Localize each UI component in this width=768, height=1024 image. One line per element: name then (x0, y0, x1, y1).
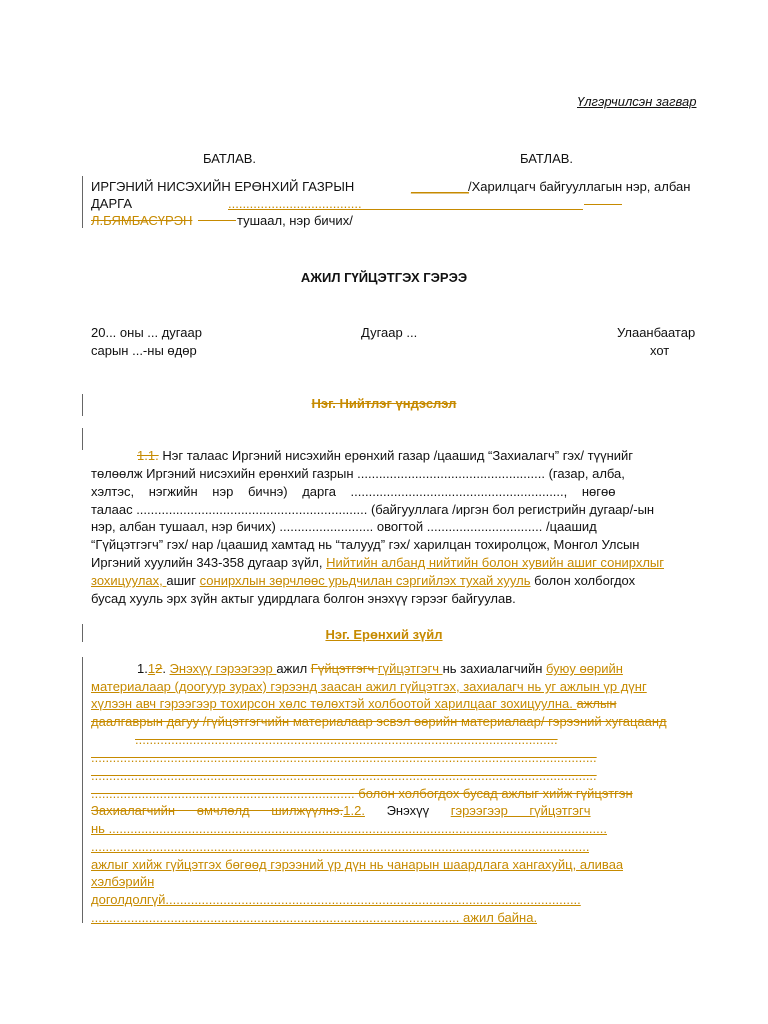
template-label: Үлгэрчилсэн загвар (577, 94, 697, 109)
para2-l9-del: Захиалагчийн өмчлөлд шилжүүлнэ. (91, 803, 344, 818)
para1-line7 (91, 554, 664, 572)
approve-left-line1: ИРГЭНИЙ НИСЭХИЙН ЕРӨНХИЙ ГАЗРЫН (91, 179, 355, 194)
para2-line2: материалаар (доогуур зурах) гэрээнд заасан ажил гүйцэтгэх, захиалагч нь уг ажлын үр дүнг (91, 679, 647, 694)
para2-number: 1. (137, 661, 148, 676)
para1-line6: “Гүйцэтгэгч” гэх/ нар /цаашид хамтад нь “талууд” гэх/ харилцан тохиролцож, Монгол Улсын (91, 537, 640, 552)
para1-line8-text2: болон холбогдох (530, 573, 636, 588)
city-line1: Улаанбаатар (617, 325, 696, 340)
approve-right-underline (228, 209, 583, 210)
para2-line1: 1.12. Энэхүү гэрээгээр ажил Гүйцэтгэгч гүйцэтгэгч нь захиалагчийн буюу өөрийн (137, 661, 623, 676)
para1-line7-text: Иргэний хуулийн 343-358 дугаар зүйл, (91, 555, 327, 570)
para2-line3 (91, 695, 617, 713)
para2-l15-dots: ...................................................................................................... (91, 910, 460, 925)
change-bar (82, 428, 83, 450)
para2-line7: ............................................................................................................................................ (91, 768, 597, 783)
date-line2: сарын ...-ны өдөр (91, 343, 197, 358)
para2-line12: ажлыг хийж гүйцэтгэх бөгөөд гэрээний үр дүн нь чанарын шаардлага хангахуйц, аливаа (91, 857, 624, 872)
para1-line5: нэр, албан тушаал, нэр бичих) .......................... овогтой ................................ /цаашид (91, 519, 597, 534)
para1-line2: төлөөлж Иргэний нисэхийн ерөнхий газрын .................................................... (газар, алба, (91, 466, 625, 481)
para2-line8 (91, 785, 633, 803)
approve-right-line3: тушаал, нэр бичих/ (237, 213, 353, 228)
change-bar (82, 657, 83, 923)
para2-l8-text: болон холбогдох бусад ажлыг хийж гүйцэтгэн (354, 786, 633, 801)
para2-line13: хэлбэрийн (91, 874, 155, 889)
para1-line8-text: ашиг (166, 573, 200, 588)
approve-right-label: БАТЛАВ. (520, 151, 574, 166)
para2-l3-del: ажлын (576, 696, 617, 711)
para2-l1-del: Гүйцэтгэгч (310, 661, 378, 676)
change-bar (82, 176, 83, 228)
para2-line5: ..................................................................................................................... (135, 732, 558, 747)
para1-line8-inserted2: сонирхлын зөрчлөөс урьдчилан сэргийлэх тухай хууль (199, 573, 531, 588)
para2-number-deleted: 2 (155, 661, 163, 676)
para1-line4: талаас ................................................................ (байгууллага /иргэн бол регистрийн дугаар/-ын (91, 502, 655, 517)
para2-line9 (91, 802, 591, 820)
city-line2: хот (650, 343, 670, 358)
para2-l3-ins: хүлээн авч гэрээгээр тохирсон хөлс төлөхтэй холбоотой харилцааг зохицуулна. (91, 696, 577, 711)
deleted-underline-gap (198, 220, 236, 221)
para2-l9-ins2: гэрээгээр гүйцэтгэгч (450, 803, 591, 818)
para2-l9-text: Энэхүү (386, 803, 430, 818)
para2-l1-ins: Энэхүү гэрээгээр (169, 661, 277, 676)
contract-number: Дугаар ... (361, 325, 418, 340)
approve-left-deleted-name: Л.БЯМБАСҮРЭН (91, 213, 193, 228)
para1-line1 (137, 447, 704, 465)
para2-line6: ............................................................................................................................................ (91, 750, 597, 765)
para2-l8-dots: ......................................................................... (91, 786, 355, 801)
para1-line8 (91, 572, 635, 590)
approve-right-underline-end (584, 204, 622, 205)
para2-l1-b: нь захиалагчийн (442, 661, 546, 676)
approve-right-blank: ________ (411, 179, 469, 194)
para1-line7-inserted: Нийтийн албанд нийтийн болон хувийн ашиг сонирхлыг (326, 555, 665, 570)
section-heading-overview: Нэг. Ерөнхий зүйл (325, 627, 443, 642)
para1-line1-text: Нэг талаас Иргэний нисэхийн ерөнхий газар /цаашид “Захиалагч” гэх/ түүнийг (162, 448, 634, 463)
para1-line8-inserted: зохицуулах, (91, 573, 167, 588)
para2-line15 (91, 909, 537, 927)
approve-right-dots: ..................................... (228, 196, 362, 211)
date-line1: 20... оны ... дугаар (91, 325, 202, 340)
para2-line4: даалгаврын дагуу /гүйцэтгэгчийн материалаар эсвэл өөрийн материалаар/ гэрээний хугацаанд (91, 714, 667, 729)
para2-l1-ins3: буюу өөрийн (546, 661, 623, 676)
para2-l1-a: ажил (276, 661, 311, 676)
para2-number-inserted: 1 (147, 661, 156, 676)
section-heading-general: Нэг. Нийтлэг үндэслэл (311, 396, 457, 411)
para2-line11: .......................................................................................................................................... (91, 839, 590, 854)
para1-line9: бусад хууль эрх зүйн актыг удирдлага болгон энэхүү гэрээг байгуулав. (91, 591, 516, 606)
para1-number-deleted: 1.1. (137, 448, 159, 463)
approve-right-line1: /Харилцагч байгууллагын нэр, албан (468, 179, 691, 194)
para2-line14: доголдолгүй................................................................................................................... (91, 892, 581, 907)
approve-left-line2: ДАРГА (91, 196, 132, 211)
para2-l1-ins2: гүйцэтгэгч (377, 661, 443, 676)
para2-l9-ins: 1.2. (343, 803, 365, 818)
para2-line10: нь .......................................................................................................................................... (91, 821, 607, 836)
para1-line3: хэлтэс, нэгжийн нэр бичнэ) дарга ..........................................................., нөгөө (91, 484, 616, 499)
document-title: АЖИЛ ГҮЙЦЭТГЭХ ГЭРЭЭ (300, 270, 468, 285)
approve-left-label: БАТЛАВ. (203, 151, 257, 166)
para2-l15-end: ажил байна. (459, 910, 538, 925)
